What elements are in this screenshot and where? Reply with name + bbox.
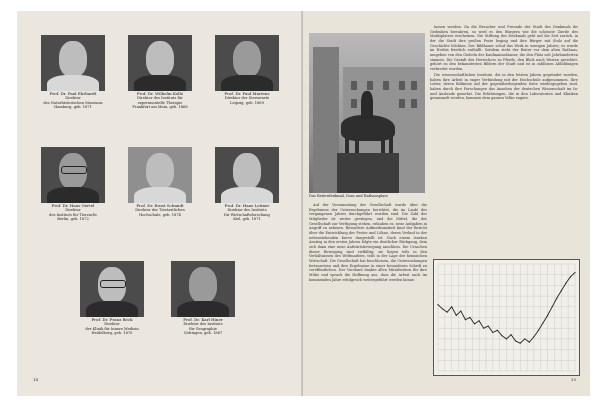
chart-point (451, 306, 452, 307)
line-chart (433, 259, 580, 376)
chart-point (497, 330, 498, 331)
page-number: 15 (570, 377, 576, 382)
portrait-caption: Prof. Dr. Wilhelm Kolle Direktor des Instituts für experimentelle Therapie Frankfurt am Main, geb. 1868 (132, 91, 188, 110)
chart-point (565, 283, 566, 284)
chart-point (506, 338, 507, 339)
chart-point (465, 319, 466, 320)
portrait-5 (128, 147, 192, 217)
chart-point (542, 322, 543, 323)
portrait-photo (215, 147, 279, 203)
statue-photo (309, 33, 425, 193)
glasses-icon (61, 166, 87, 174)
portrait-caption: Prof. Dr. Paul Ehrhardt Direktor des Naturhistorischen Museums Hamburg, geb. 1871 (43, 91, 103, 110)
chart-point (574, 272, 575, 273)
portrait-photo (128, 35, 192, 91)
chart-point (547, 315, 548, 316)
chart-point (533, 336, 534, 337)
portrait-photo (128, 147, 192, 203)
chart-point (520, 343, 521, 344)
portrait-caption: Prof. Dr. Franz Beck Direktor der Klinik für Innere Medizin Heidelberg, geb. 1870 (85, 317, 139, 336)
portrait-2 (128, 35, 192, 110)
chart-point (474, 323, 475, 324)
chart-point (515, 340, 516, 341)
chart-point (483, 328, 484, 329)
left-page (17, 11, 303, 396)
chart-point (538, 330, 539, 331)
chart-point (570, 276, 571, 277)
portrait-photo (80, 261, 144, 317)
portrait-4 (41, 147, 105, 222)
portrait-caption: Prof. Dr. Paul Martens Direktor der Sternwarte Leipzig, geb. 1869 (224, 91, 270, 105)
chart-svg (434, 260, 579, 375)
chart-point (561, 290, 562, 291)
statue-pedestal (337, 153, 399, 193)
photo-caption: Das Reiterdenkmal, Dom und Rathausplatz (309, 194, 388, 198)
right-page (303, 11, 590, 396)
portrait-7 (80, 261, 144, 336)
chart-point (556, 298, 557, 299)
portrait-caption: Prof. Dr. Ernst Schmidt Direktor der Tierärztlichen Hochschule, geb. 1874 (135, 203, 185, 217)
portrait-1 (41, 35, 105, 110)
portrait-6 (215, 147, 279, 222)
page-number: 14 (33, 377, 39, 382)
chart-point (479, 320, 480, 321)
glasses-icon (100, 280, 126, 288)
portrait-photo (171, 261, 235, 317)
portrait-caption: Prof. Dr. Karl Hiner Direktor des Instituts für Geographie Göttingen, geb. 1867 (183, 317, 223, 336)
chart-point (437, 304, 438, 305)
chart-point (492, 332, 493, 333)
portrait-8 (171, 261, 235, 336)
chart-point (501, 335, 502, 336)
chart-point (456, 315, 457, 316)
portrait-photo (41, 35, 105, 91)
rider-figure (361, 91, 373, 119)
chart-point (488, 325, 489, 326)
chart-point (529, 342, 530, 343)
chart-point (460, 310, 461, 311)
magazine-spread (17, 11, 590, 396)
article-text-bottom: Auf der Versammlung der Gesellschaft wurde über die Ergebnisse der Untersuchungen berichtet, die im Laufe des vergangenen Jahres durchgeführt worden sind. Die Zahl der Mitglieder ist weiter gestiegen, und die Mittel, die der Gesellschaft zur Verfügung stehen, erlauben es, neue Aufgaben in Angriff zu nehmen. Besondere Aufmerksamkeit fand der Bericht über die Entwicklung der Preise und Löhne, deren Verlauf in der nebenstehenden Kurve dargestellt ist. Nach einem starken Anstieg in den ersten Jahren folgte ein deutlicher Rückgang, dem sich dann eine neue Aufwärtsbewegung anschloss. Die Ursachen dieser Bewegung sind vielfältig; sie liegen teils in den Verhältnissen des Weltmarktes, teils in der Lage der heimischen Wirtschaft. Die Gesellschaft hat beschlossen, die Untersuchungen fortzusetzen und ihre Ergebnisse in einer besonderen Schrift zu veröffentlichen. Der Vorstand dankte allen Mitarbeitern für ihre Mühe und sprach die Hoffnung aus, dass die Arbeit auch im kommenden Jahre erfolgreich weitergeführt werden könne. (309, 203, 427, 282)
article-text-top: lassen worden. Da die Besucher und Freunde der Stadt des Denkmals ihr Gedenken bewahren, so wird es den Bürgern wie die schönste Zierde des Marktplatzes erscheinen. Die Stiftung des Denkmals geht auf die Zeit zurück, in der die Stadt ihre großen Feste beging und ihre Bürger mit Stolz auf die Geschichte blickten. Der Bildhauer schuf das Werk in wenigen Jahren; es wurde im Herbst feierlich enthüllt. Seitdem steht der Reiter vor dem alten Rathaus, umgeben von den Giebeln der Kaufmannshäuser, die den Platz seit Jahrhunderten säumen. Die Gestalt des Herrschers zu Pferde, den Blick nach Westen gerichtet, gehört zu den bekanntesten Bildern der Stadt und ist in zahllosen Abbildungen verbreitet worden. Die wissenschaftlichen Institute, die in den letzten Jahren gegründet wurden, haben ihre Arbeit in enger Verbindung mit der Hochschule aufgenommen. Ihre Leiter, deren Bildnisse auf der gegenüberliegenden Seite wiedergegeben sind, haben durch ihre Forschungen das Ansehen der deutschen Wissenschaft im In- und Auslande gemehrt. Die Erfahrungen, die in den Laboratorien und Kliniken gesammelt werden, kommen dem ganzen Volke zugute. (430, 25, 578, 101)
chart-point (447, 312, 448, 313)
portrait-3 (215, 35, 279, 105)
portrait-photo (215, 35, 279, 91)
chart-point (442, 308, 443, 309)
chart-point (524, 338, 525, 339)
chart-point (552, 306, 553, 307)
portrait-caption: Prof. Dr. Hans Leitner Direktor des Instituts für Wirtschaftsforschung Kiel, geb. 1871 (224, 203, 270, 222)
chart-point (469, 317, 470, 318)
portrait-photo (41, 147, 105, 203)
chart-point (510, 334, 511, 335)
portrait-caption: Prof. Dr. Hans Oertel Direktor des Instituts für Tierzucht Berlin, geb. 1872 (49, 203, 97, 222)
